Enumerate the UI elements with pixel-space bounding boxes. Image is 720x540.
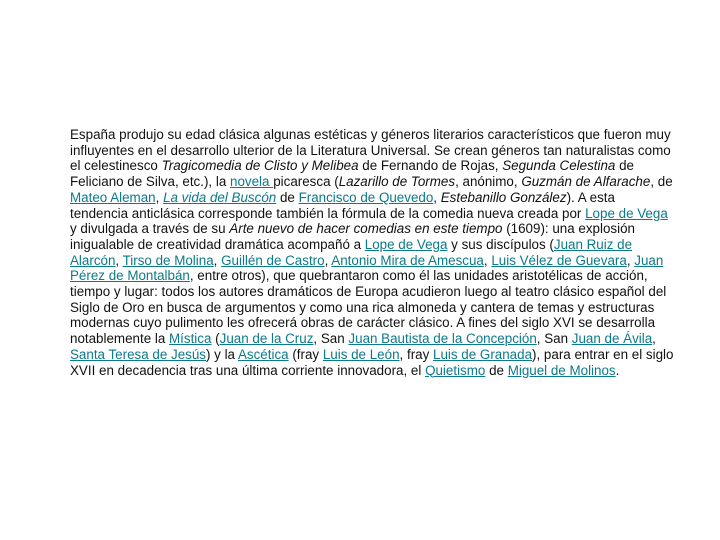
text-segment: de Feliciano de Silva, etc.), la xyxy=(70,158,635,190)
work-title: Arte nuevo de hacer comedias en este tiempo xyxy=(229,221,503,237)
text-segment: (fray xyxy=(288,346,323,362)
link-juan-ruiz-de-alarcon[interactable]: Juan Ruiz de Alarcón xyxy=(70,236,633,268)
text-segment: , de xyxy=(650,174,673,190)
text-segment: ) y la xyxy=(205,346,238,362)
link-mistica[interactable]: Mística xyxy=(169,331,212,347)
link-luis-de-leon[interactable]: Luis de León xyxy=(322,346,400,362)
text-segment: , xyxy=(213,252,222,268)
text-segment: y divulgada a través de su xyxy=(70,221,230,237)
link-guillen-de-castro[interactable]: Guillén de Castro xyxy=(221,252,325,268)
link-luis-velez-de-guevara[interactable]: Luis Vélez de Guevara xyxy=(491,252,627,268)
work-title: Lazarillo de Tormes xyxy=(338,174,456,190)
work-title: Segunda Celestina xyxy=(502,158,616,174)
text-segment: , fray xyxy=(399,346,434,362)
link-juan-bautista-de-la-concepcion[interactable]: Juan Bautista de la Concepción xyxy=(348,331,537,347)
text-segment: . xyxy=(615,362,620,378)
work-title: Guzmán de Alfarache xyxy=(521,174,651,190)
text-segment: y sus discípulos ( xyxy=(447,236,554,252)
text-segment: , San xyxy=(536,331,572,347)
text-segment: , xyxy=(115,252,123,268)
link-novela[interactable]: novela xyxy=(230,174,274,190)
text-segment: picaresca ( xyxy=(273,174,339,190)
text-segment: , San xyxy=(313,331,349,347)
link-lope-de-vega[interactable]: Lope de Vega xyxy=(585,205,668,221)
text-segment: de Fernando de Rojas, xyxy=(358,158,503,174)
text-segment: , xyxy=(324,252,332,268)
text-segment: , xyxy=(483,252,492,268)
work-title: Tragicomedia de Clisto y Melibea xyxy=(161,158,359,174)
link-la-vida-del-buscon[interactable]: La vida del Buscón xyxy=(163,189,277,205)
link-juan-de-la-cruz[interactable]: Juan de la Cruz xyxy=(219,331,314,347)
text-segment: de xyxy=(276,189,299,205)
body-paragraph xyxy=(70,127,676,378)
text-segment: (1609): una explosión inigualable de creatividad dramática acompañó a xyxy=(70,221,635,252)
text-segment: de xyxy=(485,362,508,378)
link-miguel-de-molinos[interactable]: Miguel de Molinos xyxy=(507,362,616,378)
text-segment: , xyxy=(155,189,164,205)
link-quietismo[interactable]: Quietismo xyxy=(425,362,486,378)
work-title: Estebanillo González xyxy=(440,189,567,205)
link-tirso-de-molina[interactable]: Tirso de Molina xyxy=(122,252,214,268)
link-juan-perez-de-montalban[interactable]: Juan Pérez de Montalbán xyxy=(70,252,664,284)
text-segment: , xyxy=(652,331,656,347)
text-segment: ), para entrar en el siglo XVII en decadencia tras una última corriente innovadora, el xyxy=(70,346,674,378)
text-segment: , xyxy=(626,252,635,268)
link-ascetica[interactable]: Ascética xyxy=(237,346,289,362)
text-segment: ). A esta tendencia anticlásica corresponde también la fórmula de la comedia nueva creada por xyxy=(70,189,615,221)
link-luis-de-granada[interactable]: Luis de Granada xyxy=(433,346,533,362)
link-mateo-aleman[interactable]: Mateo Aleman xyxy=(70,189,156,205)
link-antonio-mira-de-amescua[interactable]: Antonio Mira de Amescua xyxy=(331,252,484,268)
link-francisco-de-quevedo[interactable]: Francisco de Quevedo xyxy=(298,189,434,205)
link-santa-teresa-de-jesus[interactable]: Santa Teresa de Jesús xyxy=(70,346,206,362)
text-segment: , xyxy=(433,189,441,205)
link-lope-de-vega-2[interactable]: Lope de Vega xyxy=(364,236,448,252)
text-segment: ( xyxy=(211,331,220,347)
text-segment: , anónimo, xyxy=(455,174,522,190)
text-segment: España produjo su edad clásica algunas estéticas y géneros literarios característicos que fueron muy influyentes en el desarrollo ulterior de la Literatura Universal. Se crean géneros tan naturalistas como el celestinesco xyxy=(70,127,671,174)
link-juan-de-avila[interactable]: Juan de Ávila xyxy=(571,331,653,347)
text-segment: , entre otros), que quebrantaron como él las unidades aristotélicas de acción, tiempo y lugar: todos los autores dramáticos de Europa acudieron luego al teatro clásico español del Siglo de Oro en busca de argumentos y como una rica almoneda y cantera de temas y estructuras modernas cuyo pulimento les ofrecerá obras de carácter clásico. A fines del siglo XVI se desarrolla notablemente la xyxy=(70,268,667,347)
